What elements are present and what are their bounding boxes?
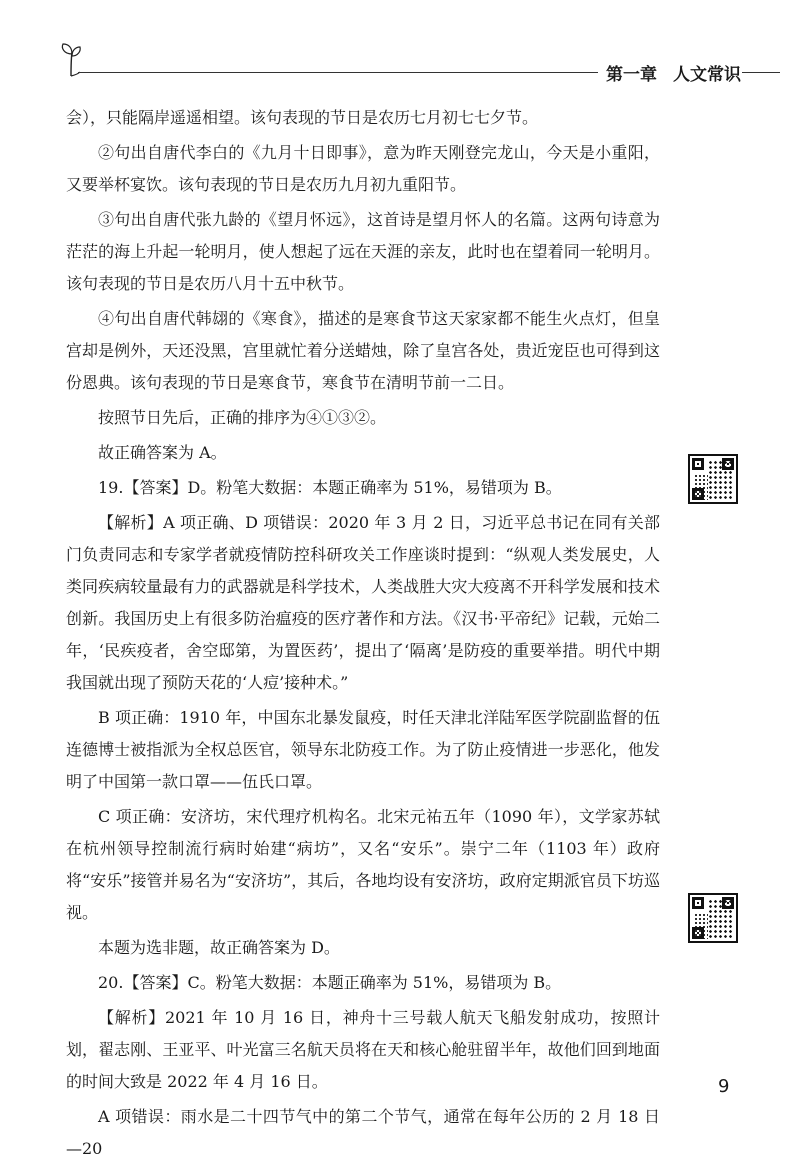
chapter-heading [606, 60, 741, 85]
paragraph: 按照节日先后，正确的排序为④①③②。 [98, 408, 387, 427]
answer-20: 20.【答案】C。粉笔大数据：本题正确率为 51%，易错项为 B。 [98, 973, 562, 992]
qr-code-icon[interactable] [688, 454, 738, 504]
chapter-title: 人文常识 [673, 65, 741, 85]
answer-19: 19.【答案】D。粉笔大数据：本题正确率为 51%，易错项为 B。 [98, 478, 562, 497]
chapter-number: 第一章 [606, 65, 657, 85]
analysis-19: 【解析】A 项正确、D 项错误：2020 年 3 月 2 日，习近平总书记在同有关部门负责同志和专家学者就疫情防控科研攻关工作座谈时提到：“纵观人类发展史，人类同疾病较量最有力的武器就是科学技术，人类战胜大灾大疫离不开科学发展和技术创新。我国历史上有很多防治瘟疫的医疗著作和方法。《汉书·平帝纪》记载，元始二年，‘民疾疫者，舍空邸第，为置医药’，提出了‘隔离’是防疫的重要举措。明代中期我国就出现了预防天花的‘人痘’接种术。” [66, 513, 660, 692]
qr-code-icon[interactable] [688, 893, 738, 943]
paragraph: ③句出自唐代张九龄的《望月怀远》，这首诗是望月怀人的名篇。这两句诗意为茫茫的海上升起一轮明月，使人想起了远在天涯的亲友，此时也在望着同一轮明月。该句表现的节日是农历八月十五中秋节。 [66, 210, 660, 293]
paragraph: C 项正确：安济坊，宋代理疗机构名。北宋元祐五年（1090 年），文学家苏轼在杭州领导控制流行病时始建“病坊”，又名“安乐”。崇宁二年（1103 年）政府将“安乐”接管并易名为“安济坊”，其后，各地均设有安济坊，政府定期派官员下坊巡视。 [66, 807, 660, 922]
page-body [66, 102, 660, 1168]
paragraph: 故正确答案为 A。 [98, 443, 227, 462]
paragraph: ④句出自唐代韩翃的《寒食》，描述的是寒食节这天家家都不能生火点灯，但皇宫却是例外，天还没黑，宫里就忙着分送蜡烛，除了皇宫各处，贵近宠臣也可得到这份恩典。该句表现的节日是寒食节，寒食节在清明节前一二日。 [66, 309, 660, 392]
paragraph: 会），只能隔岸遥遥相望。该句表现的节日是农历七月初七七夕节。 [66, 108, 539, 127]
page-number: 9 [718, 1076, 730, 1097]
paragraph: 本题为选非题，故正确答案为 D。 [98, 938, 340, 957]
header-rule-right [742, 72, 780, 73]
page-header [0, 0, 800, 90]
analysis-20: 【解析】2021 年 10 月 16 日，神舟十三号载人航天飞船发射成功，按照计划，翟志刚、王亚平、叶光富三名航天员将在天和核心舱驻留半年，故他们回到地面的时间大致是 2022 年 4 月 16 日。 [66, 1008, 660, 1091]
paragraph: A 项错误：雨水是二十四节气中的第二个节气，通常在每年公历的 2 月 18 日—20 [66, 1107, 660, 1158]
header-rule-left [78, 72, 598, 73]
paragraph: B 项正确：1910 年，中国东北暴发鼠疫，时任天津北洋陆军医学院副监督的伍连德博士被指派为全权总医官，领导东北防疫工作。为了防止疫情进一步恶化，他发明了中国第一款口罩——伍氏口罩。 [66, 708, 660, 791]
paragraph: ②句出自唐代李白的《九月十日即事》，意为昨天刚登完龙山，今天是小重阳，又要举杯宴饮。该句表现的节日是农历九月初九重阳节。 [66, 143, 660, 194]
